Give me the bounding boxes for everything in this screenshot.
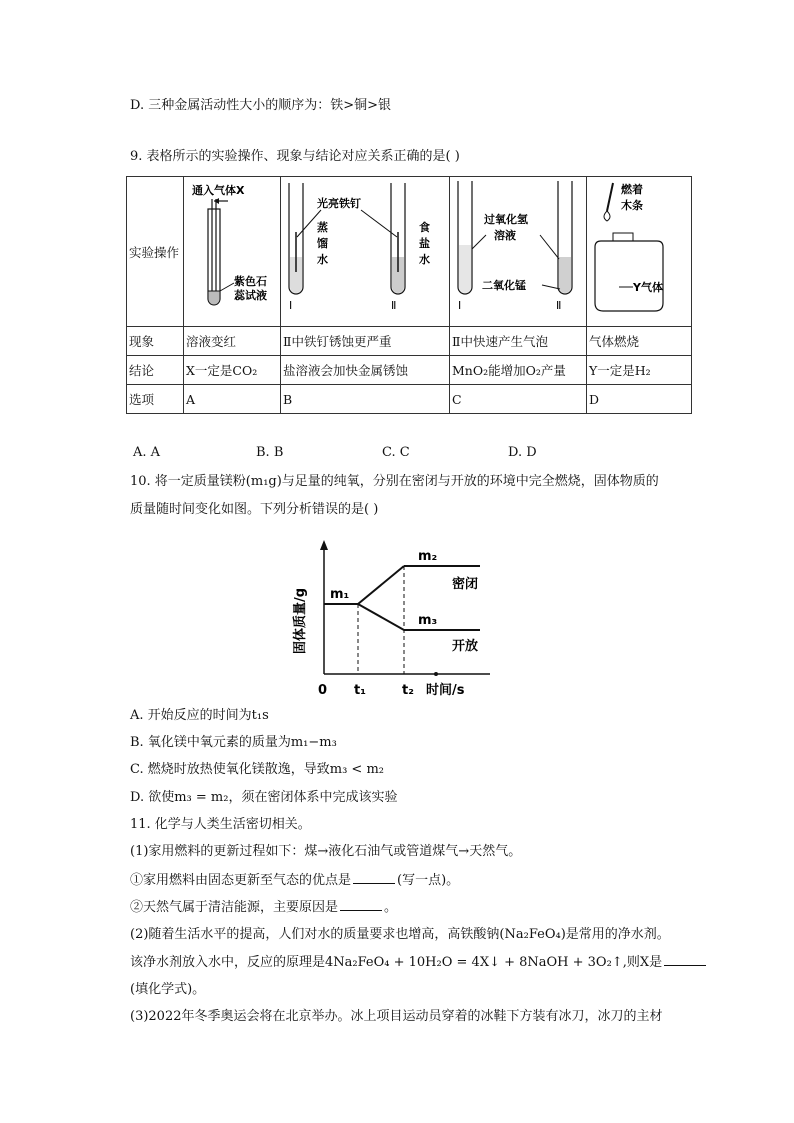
graph-y-label: 固体质量/g (293, 587, 308, 654)
q10-option-b[interactable]: B. 氧化镁中氧元素的质量为m₁−m₃ (130, 735, 337, 750)
figure-b (281, 177, 450, 327)
phenomenon-c: Ⅱ中快速产生气泡 (450, 327, 587, 356)
conclusion-d: Y一定是H₂ (587, 356, 692, 385)
figure-b-water-2: 馏 (317, 237, 328, 250)
conclusion-a: X一定是CO₂ (184, 356, 281, 385)
graph-open-label: 开放 (452, 639, 479, 654)
figure-a-top-label: 通入气体X (192, 184, 245, 197)
option-cell-c: C (450, 385, 587, 414)
figure-c-bottom-label: 二氧化锰 (482, 279, 526, 292)
q11-part1b-end: 。 (384, 900, 398, 915)
figure-b-tube-1: Ⅰ (289, 299, 293, 312)
figure-d-top-label-2: 木条 (621, 199, 643, 212)
q9-choice-a[interactable]: A. A (133, 445, 161, 460)
figure-c-tube-1: Ⅰ (458, 299, 462, 312)
conclusion-c: MnO₂能增加O₂产量 (450, 356, 587, 385)
q11-part1a (130, 871, 459, 890)
q10-option-c[interactable]: C. 燃烧时放热使氧化镁散逸，导致m₃ < m₂ (130, 762, 384, 777)
figure-d (587, 177, 692, 327)
q11-part2-line-2 (130, 953, 708, 972)
figure-b-tube-2: Ⅱ (391, 299, 397, 312)
mass-time-graph (290, 534, 500, 702)
graph-closed-label: 密闭 (452, 577, 479, 592)
row-label-operation: 实验操作 (127, 177, 184, 327)
q11-part2-line-1: (2)随着生活水平的提高，人们对水的质量要求也增高，高铁酸钠(Na₂FeO₄)是常用的净水剂。 (130, 927, 670, 942)
answer-blank-3[interactable] (664, 953, 706, 966)
q10-option-d[interactable]: D. 欲使m₃ = m₂，须在密闭体系中完成该实验 (130, 790, 398, 805)
figure-b-salt-2: 盐 (419, 237, 430, 250)
answer-blank-1[interactable] (353, 871, 395, 884)
option-cell-d: D (587, 385, 692, 414)
q11-part1a-end: (写一点)。 (397, 873, 460, 888)
row-label-option: 选项 (127, 385, 184, 414)
figure-a (184, 177, 281, 327)
option-cell-a: A (184, 385, 281, 414)
q11-part1b (130, 898, 397, 917)
figure-d-gas-label: Y气体 (633, 281, 663, 294)
figure-b-salt-3: 水 (419, 253, 430, 266)
graph-t2: t₂ (402, 683, 414, 698)
figure-c-top-label-1: 过氧化氢 (484, 213, 528, 226)
figure-b-water-1: 蒸 (317, 221, 328, 234)
q11-part1a-text: ①家用燃料由固态更新至气态的优点是 (130, 873, 352, 888)
graph-m1: m₁ (330, 587, 350, 602)
figure-a-side-label-1: 紫色石 (234, 275, 267, 288)
figure-c-tube-2: Ⅱ (556, 299, 562, 312)
q9-stem: 9. 表格所示的实验操作、现象与结论对应关系正确的是( ) (130, 149, 460, 164)
q11-part1: (1)家用燃料的更新过程如下：煤→液化石油气或管道煤气→天然气。 (130, 844, 522, 859)
figure-b-salt-1: 食 (419, 221, 430, 234)
figure-d-top-label-1: 燃着 (621, 183, 643, 196)
figure-c (450, 177, 587, 327)
q10-option-a[interactable]: A. 开始反应的时间为t₁s (130, 708, 269, 723)
q11-part2-line-3: (填化学式)。 (130, 982, 206, 997)
q11-part2-text: 该净水剂放入水中，反应的原理是4Na₂FeO₄ + 10H₂O = 4X↓ + 8NaOH + 3O₂↑,则X是 (130, 955, 663, 970)
phenomenon-a: 溶液变红 (184, 327, 281, 356)
figure-b-nail-label: 光亮铁钉 (317, 197, 361, 210)
phenomenon-d: 气体燃烧 (587, 327, 692, 356)
graph-origin: 0 (318, 683, 328, 698)
graph-t1: t₁ (354, 683, 366, 698)
conclusion-b: 盐溶液会加快金属锈蚀 (281, 356, 450, 385)
q10-stem-line-1: 10. 将一定质量镁粉(m₁g)与足量的纯氧，分别在密闭与开放的环境中完全燃烧，固体物质的 (130, 474, 659, 489)
row-label-phenomenon: 现象 (127, 327, 184, 356)
q9-choice-d[interactable]: D. D (508, 445, 537, 460)
figure-c-top-label-2: 溶液 (494, 229, 516, 242)
row-label-conclusion: 结论 (127, 356, 184, 385)
graph-m2: m₂ (418, 549, 438, 564)
phenomenon-b: Ⅱ中铁钉锈蚀更严重 (281, 327, 450, 356)
q8-option-d: D. 三种金属活动性大小的顺序为：铁>铜>银 (130, 98, 392, 113)
option-cell-b: B (281, 385, 450, 414)
graph-m3: m₃ (418, 613, 438, 628)
q11-part1b-text: ②天然气属于清洁能源，主要原因是 (130, 900, 339, 915)
q9-choice-b[interactable]: B. B (256, 445, 284, 460)
q10-stem-line-2: 质量随时间变化如图。下列分析错误的是( ) (130, 502, 379, 517)
figure-a-side-label-2: 蕊试液 (234, 289, 267, 302)
q9-choice-c[interactable]: C. C (382, 445, 410, 460)
answer-blank-2[interactable] (340, 898, 382, 911)
figure-b-water-3: 水 (317, 253, 328, 266)
experiment-table (126, 176, 692, 414)
graph-x-label: 时间/s (426, 683, 465, 698)
q11-stem: 11. 化学与人类生活密切相关。 (130, 817, 311, 832)
q11-part3: (3)2022年冬季奥运会将在北京举办。冰上项目运动员穿着的冰鞋下方装有冰刀，冰刀的主材 (130, 1009, 663, 1024)
